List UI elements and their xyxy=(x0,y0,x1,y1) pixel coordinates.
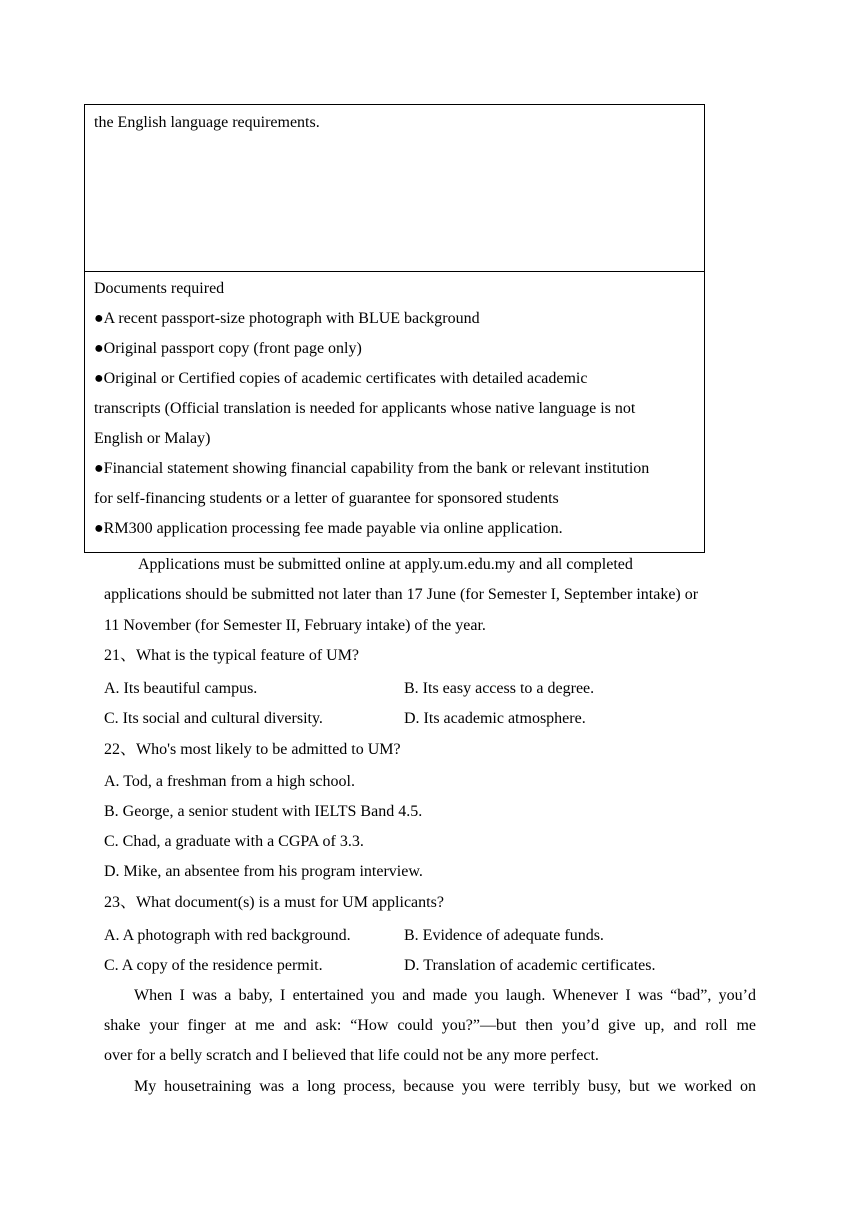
question-option: A. A photograph with red background. xyxy=(104,927,351,944)
question-stem: 22、Who's most likely to be admitted to UM? xyxy=(104,741,401,758)
application-note-line: Applications must be submitted online at apply.um.edu.my and all completed xyxy=(138,556,633,573)
document-item-continuation: transcripts (Official translation is needed for applicants whose native language is not xyxy=(94,400,636,417)
question-option: C. Its social and cultural diversity. xyxy=(104,710,323,727)
question-option: C. Chad, a graduate with a CGPA of 3.3. xyxy=(104,833,364,850)
document-item: ●RM300 application processing fee made payable via online application. xyxy=(94,520,563,537)
question-option: B. Evidence of adequate funds. xyxy=(404,927,604,944)
passage-line: over for a belly scratch and I believed that life could not be any more perfect. xyxy=(104,1047,599,1064)
table-cell-documents-required xyxy=(84,271,705,553)
question-option: C. A copy of the residence permit. xyxy=(104,957,323,974)
document-item-continuation: English or Malay) xyxy=(94,430,211,447)
document-item-continuation: for self-financing students or a letter of guarantee for sponsored students xyxy=(94,490,559,507)
question-stem: 23、What document(s) is a must for UM applicants? xyxy=(104,894,444,911)
question-option: D. Translation of academic certificates. xyxy=(404,957,656,974)
passage-line: My housetraining was a long process, because you were terribly busy, but we worked on xyxy=(134,1078,756,1095)
document-item: ●A recent passport-size photograph with BLUE background xyxy=(94,310,480,327)
table-cell-english-requirements xyxy=(84,104,705,272)
application-note-line: applications should be submitted not later than 17 June (for Semester I, September intake) or xyxy=(104,586,699,603)
passage-line: shake your finger at me and ask: “How could you?”—but then you’d give up, and roll me xyxy=(104,1017,756,1034)
table-text: the English language requirements. xyxy=(94,114,320,131)
question-option: B. George, a senior student with IELTS Band 4.5. xyxy=(104,803,423,820)
document-item: ●Financial statement showing financial capability from the bank or relevant institution xyxy=(94,460,650,477)
question-stem: 21、What is the typical feature of UM? xyxy=(104,647,360,664)
application-note-line: 11 November (for Semester II, February intake) of the year. xyxy=(104,617,486,634)
question-option: A. Its beautiful campus. xyxy=(104,680,258,697)
document-item: ●Original or Certified copies of academic certificates with detailed academic xyxy=(94,370,588,387)
question-option: D. Its academic atmosphere. xyxy=(404,710,586,727)
question-option: A. Tod, a freshman from a high school. xyxy=(104,773,355,790)
documents-heading: Documents required xyxy=(94,280,225,297)
question-option: B. Its easy access to a degree. xyxy=(404,680,595,697)
passage-line: When I was a baby, I entertained you and made you laugh. Whenever I was “bad”, you’d xyxy=(134,987,756,1004)
question-option: D. Mike, an absentee from his program interview. xyxy=(104,863,423,880)
document-item: ●Original passport copy (front page only) xyxy=(94,340,362,357)
